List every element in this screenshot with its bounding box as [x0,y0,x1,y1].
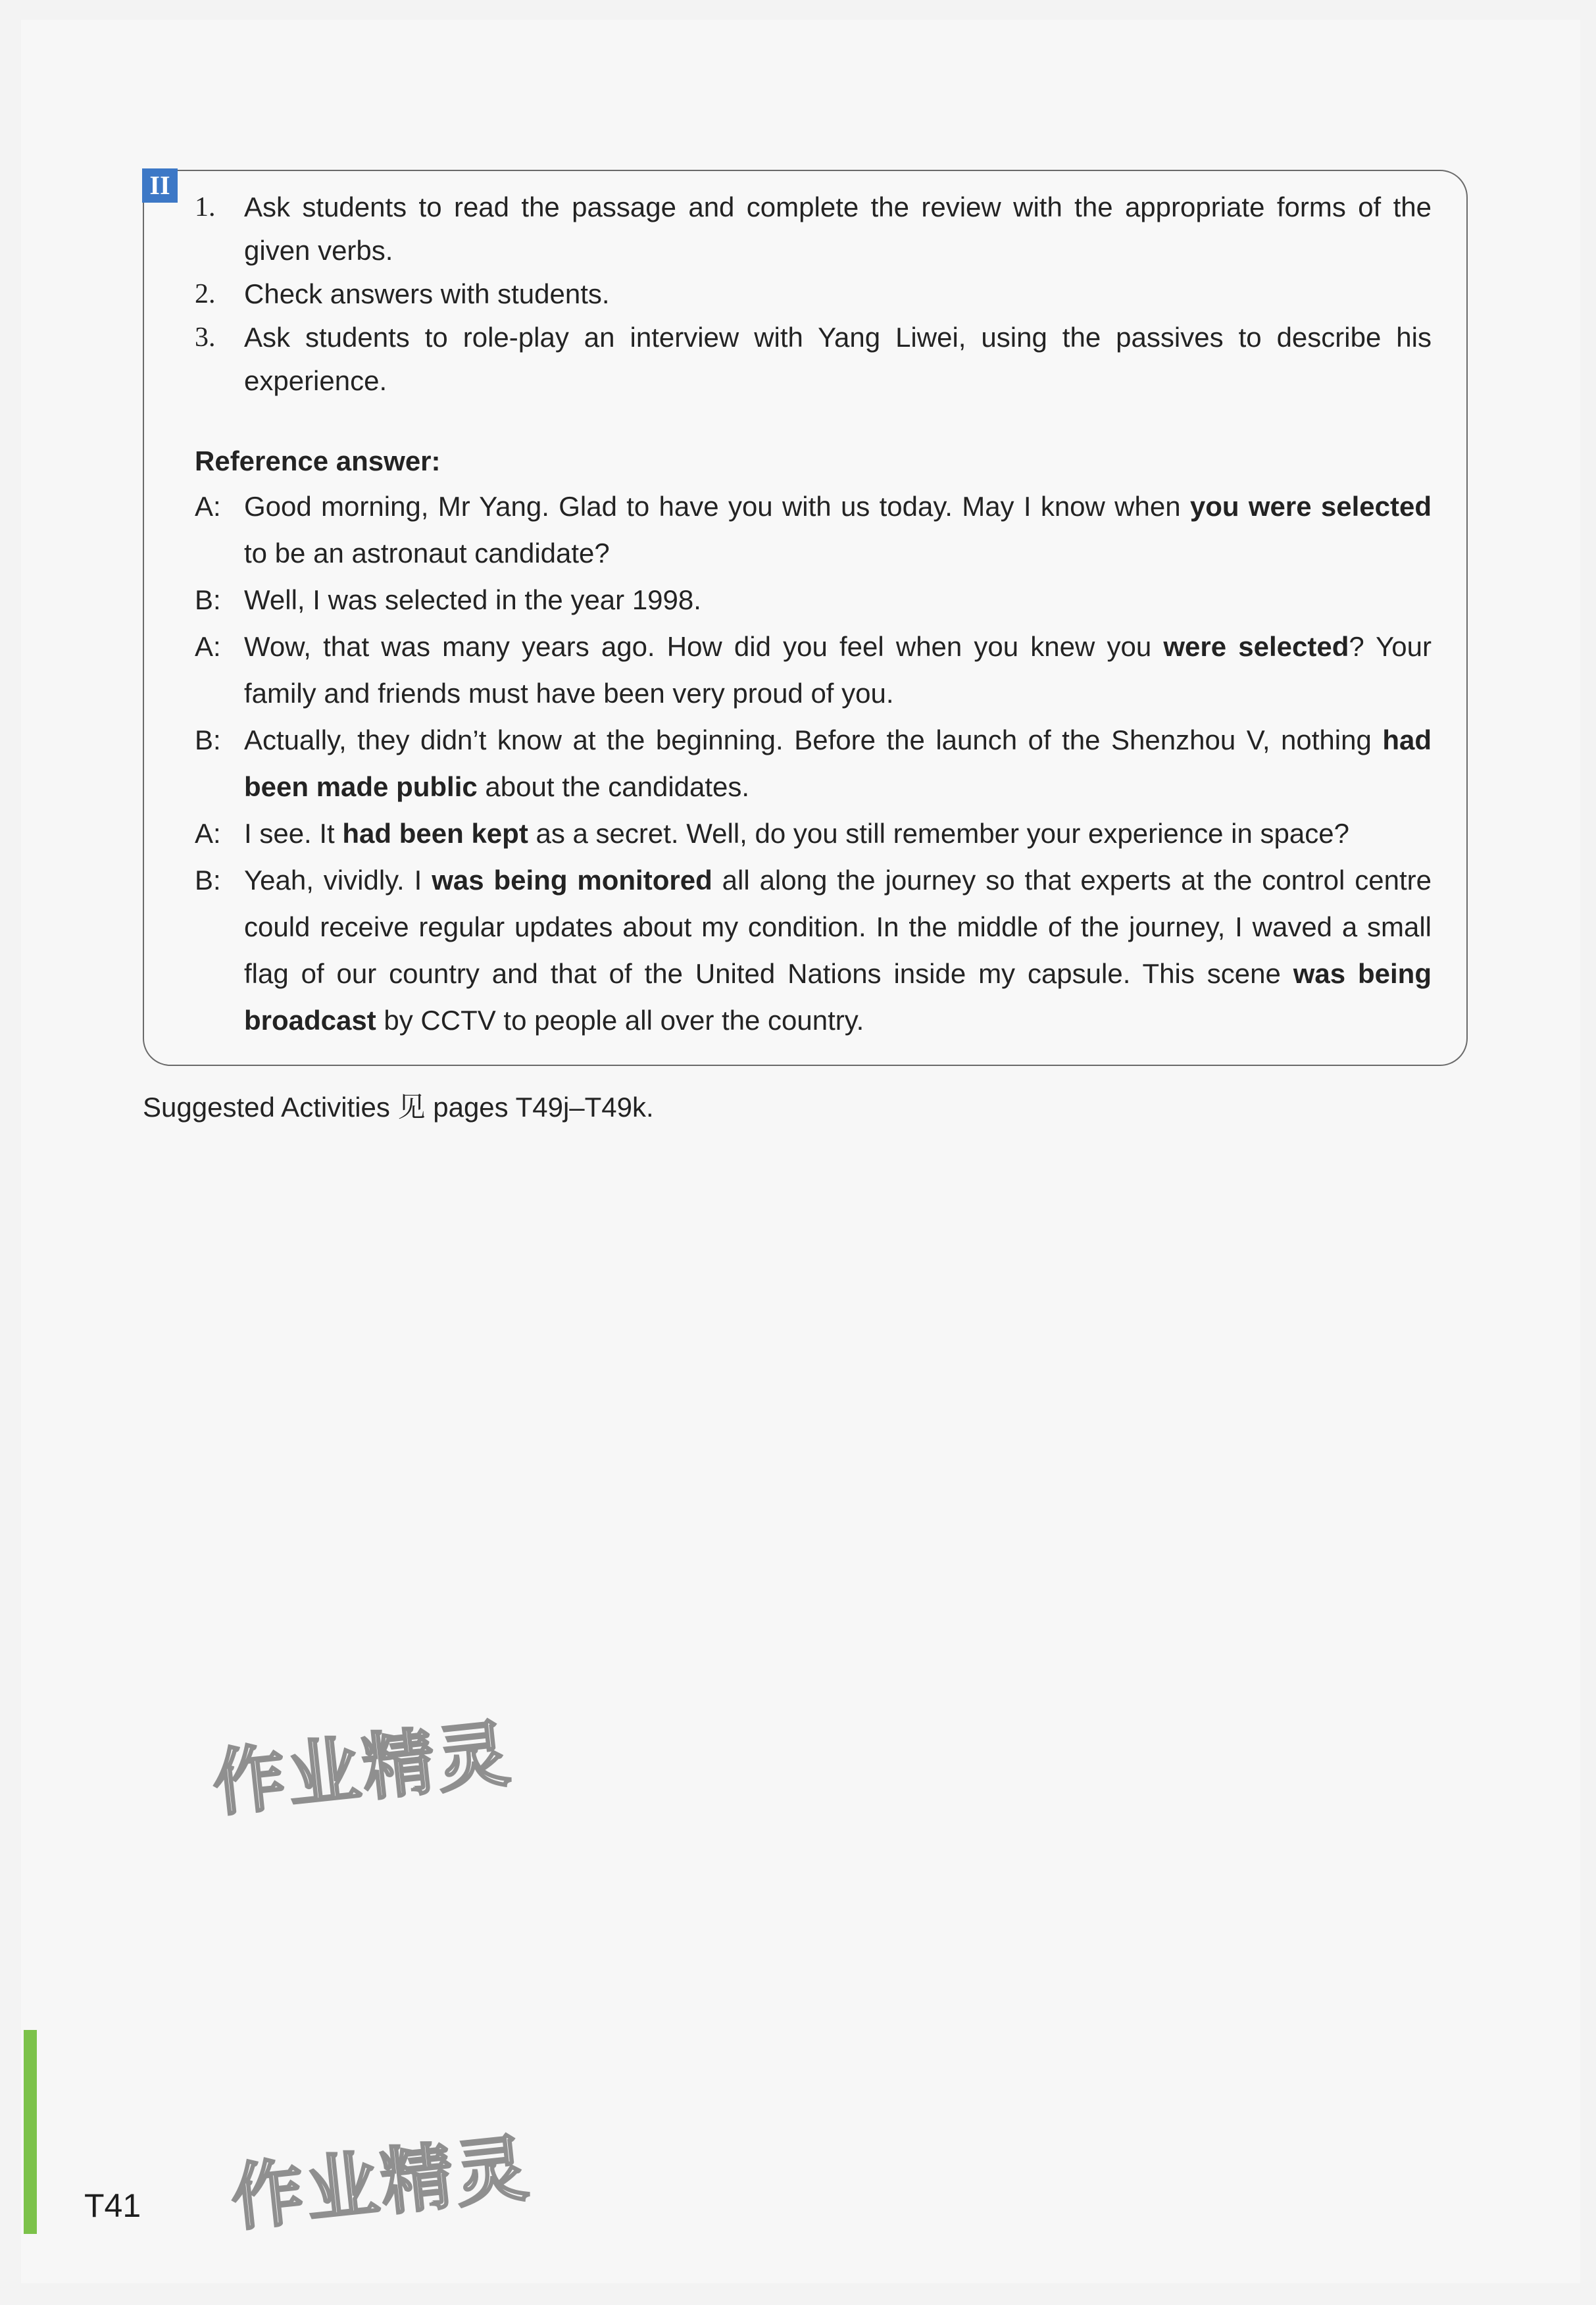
watermark: 作业精灵 [227,2125,535,2241]
side-color-bar [24,2030,37,2234]
passive-phrase: you were selected [1189,491,1432,522]
step-item [195,272,1432,316]
dialogue-text [244,576,1432,623]
passive-phrase: were selected [1163,631,1349,662]
watermark: 作业精灵 [209,1711,516,1827]
text-segment: Well, I was selected in the year 1998. [244,584,701,615]
text-segment: Good morning, Mr Yang. Glad to have you with us today. May I know when [244,491,1190,522]
step-text: Ask students to read the passage and complete the review with the appropriate forms of the given verbs. [244,191,1432,266]
dialogue [195,483,1432,1044]
text-segment: all along the journey so that experts at the control centre could receive regular updates about my condition. In the middle of the journey, I waved a small flag of our country and that of the United Nations inside my capsule. This scene [244,865,1432,989]
speaker-label: A: [195,818,221,849]
speaker-label: B: [195,724,221,755]
text-segment: as a secret. Well, do you still remember your experience in space? [528,818,1349,849]
step-number: 2. [195,279,216,309]
text-segment: Yeah, vividly. I [244,865,432,896]
speaker-label: A: [195,631,221,662]
step-item [195,316,1432,403]
text-segment: Actually, they didn’t know at the beginning. Before the launch of the Shenzhou V, nothing [244,724,1383,755]
page-number: T41 [84,2187,141,2224]
suggested-activities: Suggested Activities 见 pages T49j–T49k. [143,1092,654,1123]
passive-phrase: was being broadcast [244,958,1432,1036]
dialogue-line [195,857,1432,1044]
speaker-label: B: [195,865,221,896]
dialogue-text [244,810,1432,857]
dialogue-text [244,857,1432,1044]
text-segment: ? Your family and friends must have been very proud of you. [244,631,1432,709]
dialogue-line [195,717,1432,810]
text-segment: I see. It [244,818,343,849]
reference-heading: Reference answer: [195,445,441,476]
dialogue-line [195,623,1432,717]
passive-phrase: had been made public [244,724,1432,802]
step-text: Ask students to role-play an interview with Yang Liwei, using the passives to describe his experience. [244,322,1432,396]
text-segment: by CCTV to people all over the country. [376,1005,864,1036]
speaker-label: A: [195,491,221,522]
dialogue-text [244,717,1432,810]
steps-list [195,186,1432,403]
step-item [195,186,1432,272]
dialogue-text [244,483,1432,576]
passive-phrase: had been kept [342,818,528,849]
speaker-label: B: [195,584,221,615]
step-number: 3. [195,322,216,353]
dialogue-line [195,576,1432,623]
dialogue-line [195,483,1432,576]
text-segment: to be an astronaut candidate? [244,538,610,569]
dialogue-text [244,623,1432,717]
text-segment: about the candidates. [477,771,750,802]
dialogue-line [195,810,1432,857]
text-segment: Wow, that was many years ago. How did you feel when you knew you [244,631,1164,662]
step-number: 1. [195,192,216,222]
passive-phrase: was being monitored [432,865,712,896]
step-text: Check answers with students. [244,278,610,309]
section-badge: II [142,168,178,203]
